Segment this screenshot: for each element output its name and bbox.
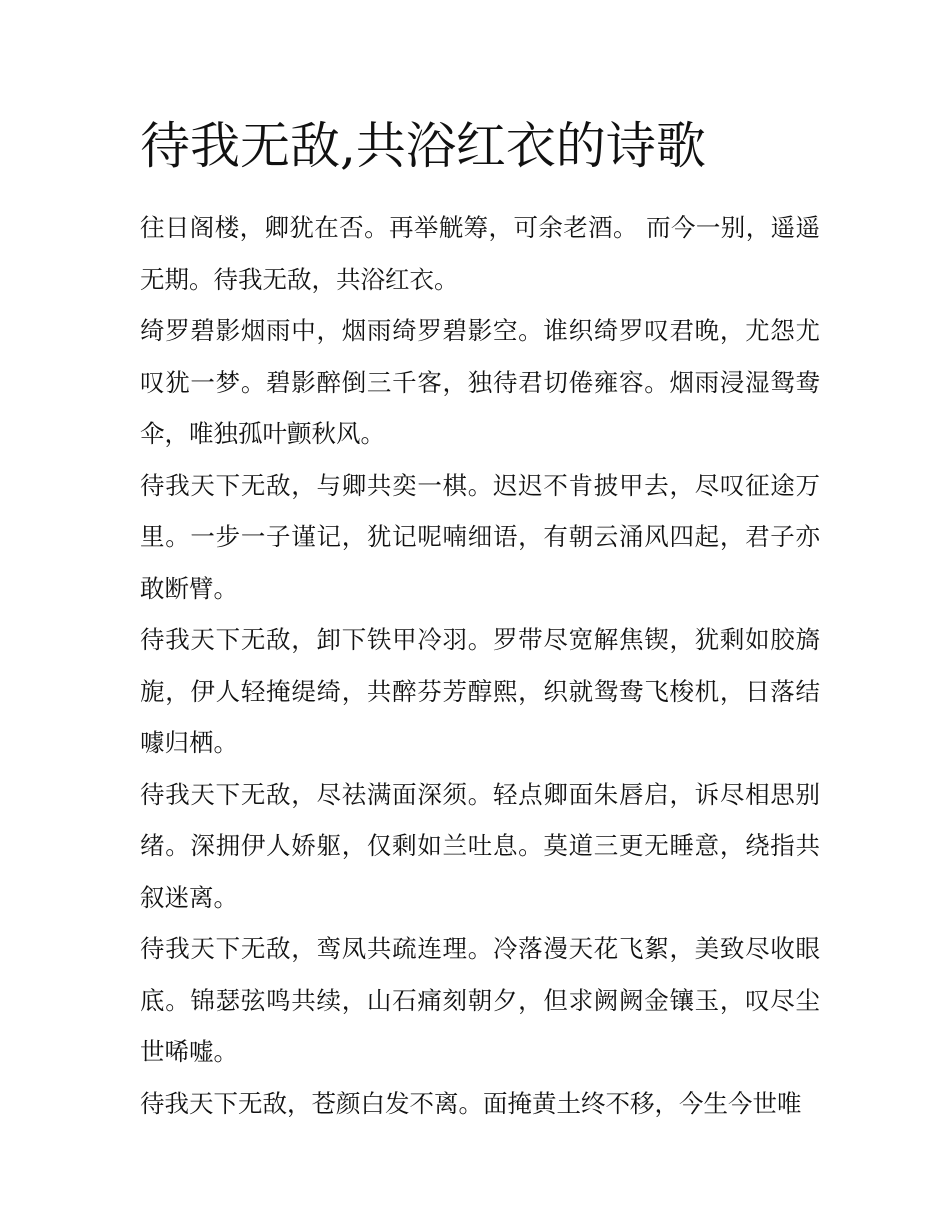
paragraph-2: 绮罗碧影烟雨中，烟雨绮罗碧影空。谁织绮罗叹君晚，尤怨尤叹犹一梦。碧影醉倒三千客，独待君切倦雍容。烟雨浸湿鸳鸯伞，唯独孤叶颤秋风。	[140, 316, 820, 448]
paragraph-4: 待我天下无敌，卸下铁甲冷羽。罗带尽宽解焦锲，犹剩如胶旖旎，伊人轻掩缇绮，共醉芬芳醇熙，织就鸳鸯飞梭机，日落结噱归栖。	[140, 625, 820, 757]
document-title: 待我无敌,共浴红衣的诗歌	[140, 117, 706, 175]
paragraph-3: 待我天下无敌，与卿共奕一棋。迟迟不肯披甲去，尽叹征途万里。一步一子谨记，犹记呢喃细语，有朝云涌风四起，君子亦敢断臂。	[140, 470, 820, 603]
paragraph-5: 待我天下无敌，尽祛满面深须。轻点卿面朱唇启，诉尽相思别绪。深拥伊人娇躯，仅剩如兰吐息。莫道三更无睡意，绕指共叙迷离。	[140, 779, 820, 912]
paragraph-6: 待我天下无敌，鸾凤共疏连理。冷落漫天花飞絮，美致尽收眼底。锦瑟弦鸣共续，山石痛刻朝夕，但求阙阙金镶玉，叹尽尘世唏嘘。	[140, 934, 820, 1066]
paragraph-1: 往日阁楼，卿犹在否。再举觥筹，可余老酒。 而今一别，遥遥无期。待我无敌，共浴红衣。	[140, 213, 820, 294]
document-page	[140, 110, 820, 1129]
paragraph-7: 待我天下无敌，苍颜白发不离。面掩黄土终不移，今生今世唯	[140, 1088, 802, 1118]
